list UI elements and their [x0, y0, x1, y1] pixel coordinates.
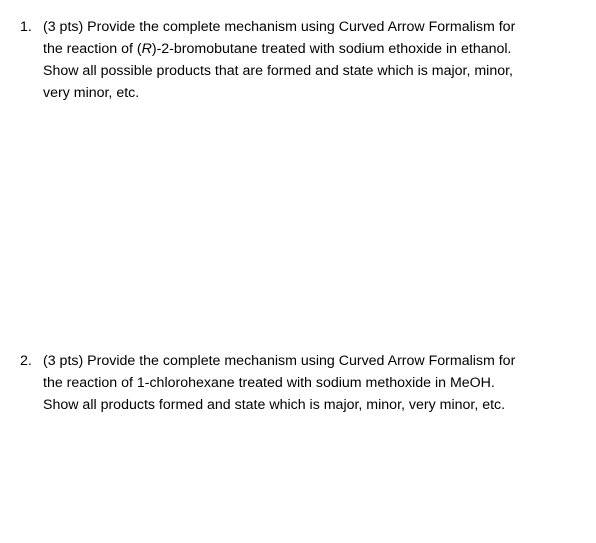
question-2-text-line-3	[43, 394, 505, 416]
text-segment: (3 pts) Provide the complete mechanism using Curved Arrow Formalism for	[43, 19, 516, 35]
text-segment: )-2-bromobutane treated with sodium ethoxide in ethanol.	[151, 41, 512, 57]
question-1-text-line-2	[43, 38, 511, 60]
answer-area-1	[20, 106, 576, 342]
question-1-number: 1.	[20, 19, 32, 35]
question-1-text-line-4	[43, 82, 139, 104]
text-segment: the reaction of (	[43, 41, 142, 57]
text-segment: (3 pts) Provide the complete mechanism using Curved Arrow Formalism for	[43, 353, 516, 369]
text-segment: Show all products formed and state which is major, minor, very minor, etc.	[43, 397, 506, 413]
question-2-text-line-1	[43, 350, 515, 372]
question-1-line-1	[0, 16, 596, 38]
question-2-text-line-2	[43, 372, 495, 394]
question-1-line-2	[0, 38, 596, 60]
text-segment: Show all possible products that are formed and state which is major, minor,	[43, 63, 513, 79]
answer-area-2	[20, 418, 576, 538]
question-2-line-3	[0, 394, 596, 416]
text-segment: very minor, etc.	[43, 85, 140, 101]
question-1-text-line-3	[43, 60, 513, 82]
question-2-line-1	[0, 350, 596, 372]
text-segment: the reaction of 1-chlorohexane treated with sodium methoxide in MeOH.	[43, 375, 495, 391]
question-1-text-line-1	[43, 16, 515, 38]
question-2-line-2	[0, 372, 596, 394]
stereo-descriptor: R	[141, 41, 152, 57]
question-2-number: 2.	[20, 353, 32, 369]
question-2	[0, 350, 596, 416]
question-1	[0, 16, 596, 104]
question-1-line-4	[0, 82, 596, 104]
question-1-line-3	[0, 60, 596, 82]
